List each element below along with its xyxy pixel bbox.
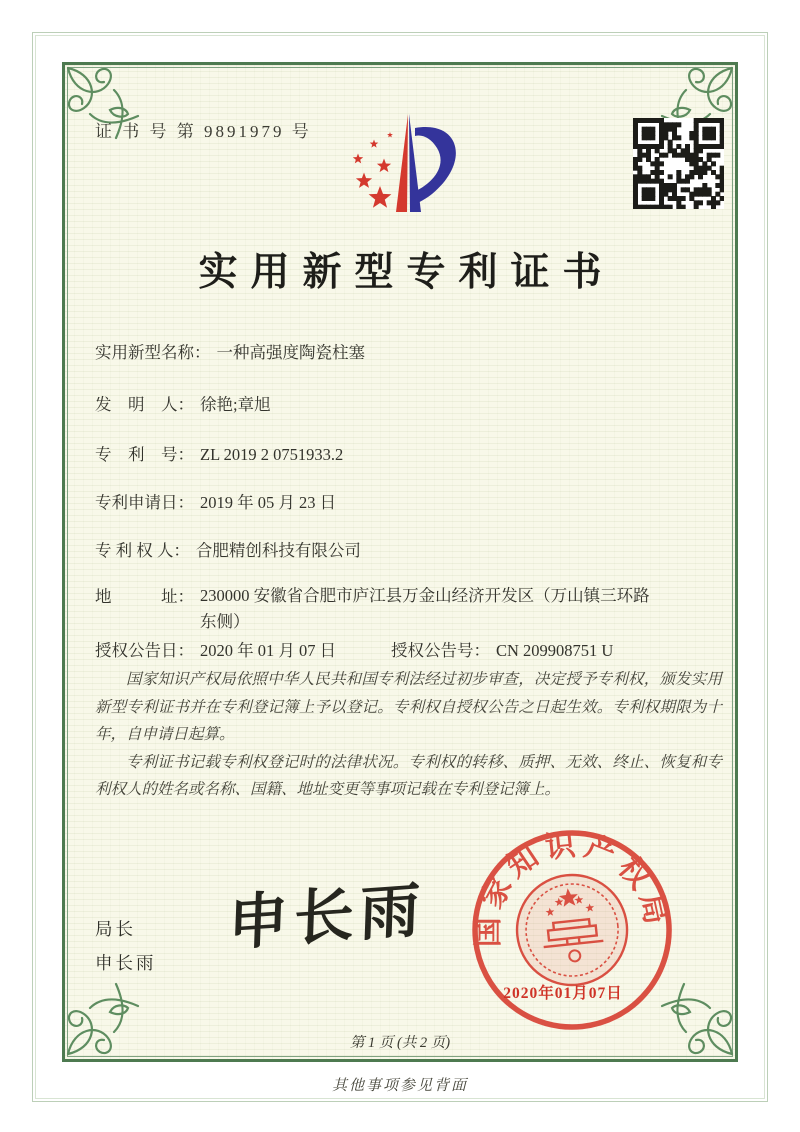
field-value: 徐艳;章旭 <box>200 395 271 414</box>
paragraph-grant-statement: 国家知识产权局依照中华人民共和国专利法经过初步审查，决定授予专利权，颁发实用新型专利证书并在专利登记簿上予以登记。专利权自授权公告之日起生效。专利权期限为十年，自申请日起算。 <box>95 671 722 743</box>
field-value: 合肥精创科技有限公司 <box>195 541 361 560</box>
field-address <box>95 583 652 635</box>
field-label: 授权公告号： <box>391 641 490 660</box>
director-signature: 申长雨 <box>226 877 427 958</box>
national-emblem-icon <box>512 870 633 991</box>
director-name: 申长雨 <box>95 953 157 973</box>
field-patentee <box>95 537 361 561</box>
paragraph-register-statement: 专利证书记载专利权登记时的法律状况。专利权的转移、质押、无效、终止、恢复和专利权人的姓名或名称、国籍、地址变更等事项记载在专利登记簿上。 <box>95 753 722 798</box>
field-utility-model-name <box>95 339 365 363</box>
field-grant-number <box>391 637 613 661</box>
certificate-number: 证 书 号 第 9891979 号 <box>95 122 312 141</box>
field-label: 地 址： <box>95 587 194 606</box>
national-emblem-seal <box>451 811 692 1048</box>
field-label: 专 利 权 人： <box>95 541 190 560</box>
qr-code <box>633 118 724 209</box>
seal-date: 2020年01月07日 <box>503 985 623 1002</box>
field-value: 2019 年 05 月 23 日 <box>200 493 337 512</box>
field-label: 专 利 号： <box>95 445 194 464</box>
page-number: 第 1 页 (共 2 页) <box>349 1035 451 1051</box>
field-value: ZL 2019 2 0751933.2 <box>200 445 344 464</box>
field-grant-row <box>95 637 614 661</box>
field-value: CN 209908751 U <box>496 641 614 660</box>
field-value: 230000 安徽省合肥市庐江县万金山经济开发区（万山镇三环路东侧） <box>200 586 650 631</box>
field-label: 授权公告日： <box>95 641 194 660</box>
legal-paragraphs <box>95 666 722 804</box>
field-value: 2020 年 01 月 07 日 <box>200 641 337 660</box>
field-label: 实用新型名称： <box>95 343 211 362</box>
cnipa-logo-icon <box>338 104 468 222</box>
field-label: 发 明 人： <box>95 395 194 414</box>
field-value: 一种高强度陶瓷柱塞 <box>216 343 365 362</box>
certificate-title: 实用新型专利证书 <box>198 251 615 294</box>
director-title: 局长 <box>95 919 136 939</box>
field-patent-number <box>95 441 343 465</box>
field-filing-date <box>95 489 336 513</box>
field-label: 专利申请日： <box>95 493 194 512</box>
back-note: 其他事项参见背面 <box>331 1078 468 1094</box>
field-inventors <box>95 391 271 415</box>
seal-ring-text: 国家知识产权局 <box>471 828 674 948</box>
